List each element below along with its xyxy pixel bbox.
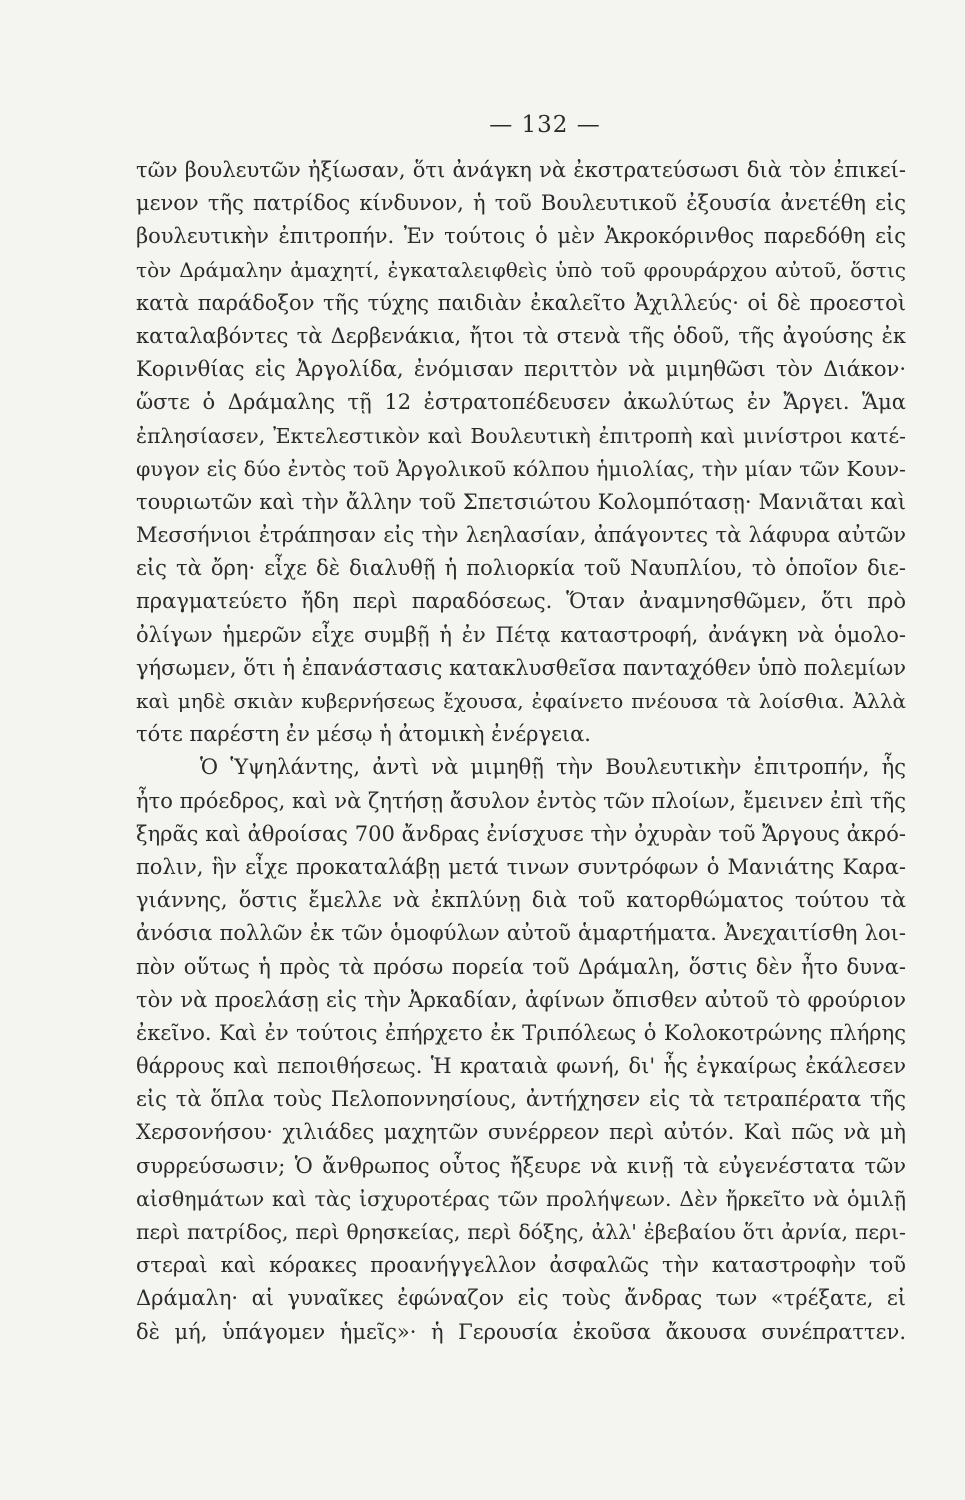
text-line: ἦτο πρόεδρος, καὶ νὰ ζητήσῃ ἄσυλον ἐντὸς τῶν πλοίων, ἔμεινεν ἐπὶ τῆς: [136, 788, 906, 813]
text-line: πραγματεύετο ἤδη περὶ παραδόσεως. Ὅταν ἀναμνησθῶμεν, ὅτι πρὸ: [136, 589, 906, 614]
text-line: Δράμαλη· αἱ γυναῖκες ἐφώναζον εἰς τοὺς ἄνδρας των «τρέξατε, εἰ: [136, 1286, 906, 1311]
body-text: [136, 154, 906, 1349]
text-line: τὸν Δράμαλην ἀμαχητί, ἐγκαταλειφθεὶς ὑπὸ τοῦ φρουράρχου αὐτοῦ, ὅστις: [136, 257, 906, 282]
page-number: — 132 —: [489, 112, 601, 138]
text-line: εἰς τὰ ὄρη· εἶχε δὲ διαλυθῇ ἡ πολιορκία τοῦ Ναυπλίου, τὸ ὁποῖον διε-: [136, 556, 906, 581]
text-line: καταλαβόντες τὰ Δερβενάκια, ἤτοι τὰ στενὰ τῆς ὁδοῦ, τῆς ἀγούσης ἐκ: [136, 323, 906, 348]
text-line: κατὰ παράδοξον τῆς τύχης παιδιὰν ἐκαλεῖτο Ἀχιλλεύς· οἱ δὲ προεστοὶ: [136, 290, 906, 315]
text-line: στεραὶ καὶ κόρακες προανήγγελλον ἀσφαλῶς τὴν καταστροφὴν τοῦ: [136, 1253, 906, 1278]
text-line: τὸν νὰ προελάσῃ εἰς τὴν Ἀρκαδίαν, ἀφίνων ὄπισθεν αὐτοῦ τὸ φρούριον: [136, 987, 906, 1012]
text-line: συρρεύσωσιν; Ὁ ἄνθρωπος οὗτος ἤξευρε νὰ κινῇ τὰ εὐγενέστατα τῶν: [136, 1153, 906, 1178]
text-line: τῶν βουλευτῶν ἠξίωσαν, ὅτι ἀνάγκη νὰ ἐκστρατεύσωσι διὰ τὸν ἐπικεί-: [136, 158, 906, 182]
text-line: περὶ πατρίδος, περὶ θρησκείας, περὶ δόξης, ἀλλ' ἐβεβαίου ὅτι ἀρνία, περι-: [136, 1220, 906, 1244]
text-line: φυγον εἰς δύο ἐντὸς τοῦ Ἀργολικοῦ κόλπου ἡμιολίας, τὴν μίαν τῶν Κουν-: [136, 456, 906, 481]
text-line: Χερσονήσου· χιλιάδες μαχητῶν συνέρρεον περὶ αὐτόν. Καὶ πῶς νὰ μὴ: [136, 1120, 906, 1145]
text-line: ὀλίγων ἡμερῶν εἶχε συμβῇ ἡ ἐν Πέτᾳ καταστροφή, ἀνάγκη νὰ ὁμολο-: [136, 622, 906, 647]
text-line: γήσωμεν, ὅτι ἡ ἐπανάστασις κατακλυσθεῖσα πανταχόθεν ὑπὸ πολεμίων: [136, 655, 906, 680]
text-line: τότε παρέστη ἐν μέσῳ ἡ ἀτομικὴ ἐνέργεια.: [136, 722, 591, 747]
text-line: καὶ μηδὲ σκιὰν κυβερνήσεως ἔχουσα, ἐφαίνετο πνέουσα τὰ λοίσθια. Ἀλλὰ: [136, 689, 906, 713]
text-line: πὸν οὕτως ἡ πρὸς τὰ πρόσω πορεία τοῦ Δράμαλη, ὅστις δὲν ἦτο δυνα-: [136, 954, 906, 979]
text-line: ἐπλησίασεν, Ἐκτελεστικὸν καὶ Βουλευτικὴ ἐπιτροπὴ καὶ μινίστροι κατέ-: [136, 423, 906, 448]
text-line: γιάννης, ὅστις ἔμελλε νὰ ἐκπλύνῃ διὰ τοῦ κατορθώματος τούτου τὰ: [136, 888, 906, 913]
text-line: ἐκεῖνο. Καὶ ἐν τούτοις ἐπήρχετο ἐκ Τριπόλεως ὁ Κολοκοτρώνης πλήρης: [136, 1020, 906, 1045]
text-line: αἰσθημάτων καὶ τὰς ἰσχυροτέρας τῶν προλήψεων. Δὲν ἤρκεῖτο νὰ ὁμιλῇ: [136, 1186, 906, 1211]
text-line: δὲ μή, ὑπάγομεν ἡμεῖς»· ἡ Γερουσία ἐκοῦσα ἄκουσα συνέπραττεν.: [136, 1319, 906, 1344]
text-line: Κορινθίας εἰς Ἀργολίδα, ἐνόμισαν περιττὸν νὰ μιμηθῶσι τὸν Διάκον·: [136, 357, 906, 382]
text-line: ὥστε ὁ Δράμαλης τῇ 12 ἐστρατοπέδευσεν ἀκωλύτως ἐν Ἄργει. Ἅμα: [136, 390, 906, 415]
text-line: πολιν, ἣν εἶχε προκαταλάβῃ μετά τινων συντρόφων ὁ Μανιάτης Καρα-: [136, 854, 906, 879]
text-line: βουλευτικὴν ἐπιτροπήν. Ἐν τούτοις ὁ μὲν Ἀκροκόρινθος παρεδόθη εἰς: [136, 224, 906, 249]
text-line: μενον τῆς πατρίδος κίνδυνον, ἡ τοῦ Βουλευτικοῦ ἐξουσία ἀνετέθη εἰς: [136, 191, 906, 216]
text-line: εἰς τὰ ὅπλα τοὺς Πελοποννησίους, ἀντήχησεν εἰς τὰ τετραπέρατα τῆς: [136, 1087, 906, 1112]
text-line: Ὁ Ὑψηλάντης, ἀντὶ νὰ μιμηθῇ τὴν Βουλευτικὴν ἐπιτροπήν, ἧς: [200, 755, 906, 780]
text-line: ξηρᾶς καὶ ἀθροίσας 700 ἄνδρας ἐνίσχυσε τὴν ὀχυρὰν τοῦ Ἄργους ἀκρό-: [136, 821, 906, 846]
text-line: θάρρους καὶ πεποιθήσεως. Ἡ κραταιὰ φωνή, δι' ἧς ἐγκαίρως ἐκάλεσεν: [136, 1054, 906, 1079]
text-line: Μεσσήνιοι ἐτράπησαν εἰς τὴν λεηλασίαν, ἀπάγοντες τὰ λάφυρα αὐτῶν: [136, 523, 906, 548]
text-line: ἀνόσια πολλῶν ἐκ τῶν ὁμοφύλων αὐτοῦ ἁμαρτήματα. Ἀνεχαιτίσθη λοι-: [136, 921, 906, 946]
text-line: τουριωτῶν καὶ τὴν ἄλλην τοῦ Σπετσιώτου Κολομπότασῃ· Μανιᾶται καὶ: [136, 489, 906, 514]
